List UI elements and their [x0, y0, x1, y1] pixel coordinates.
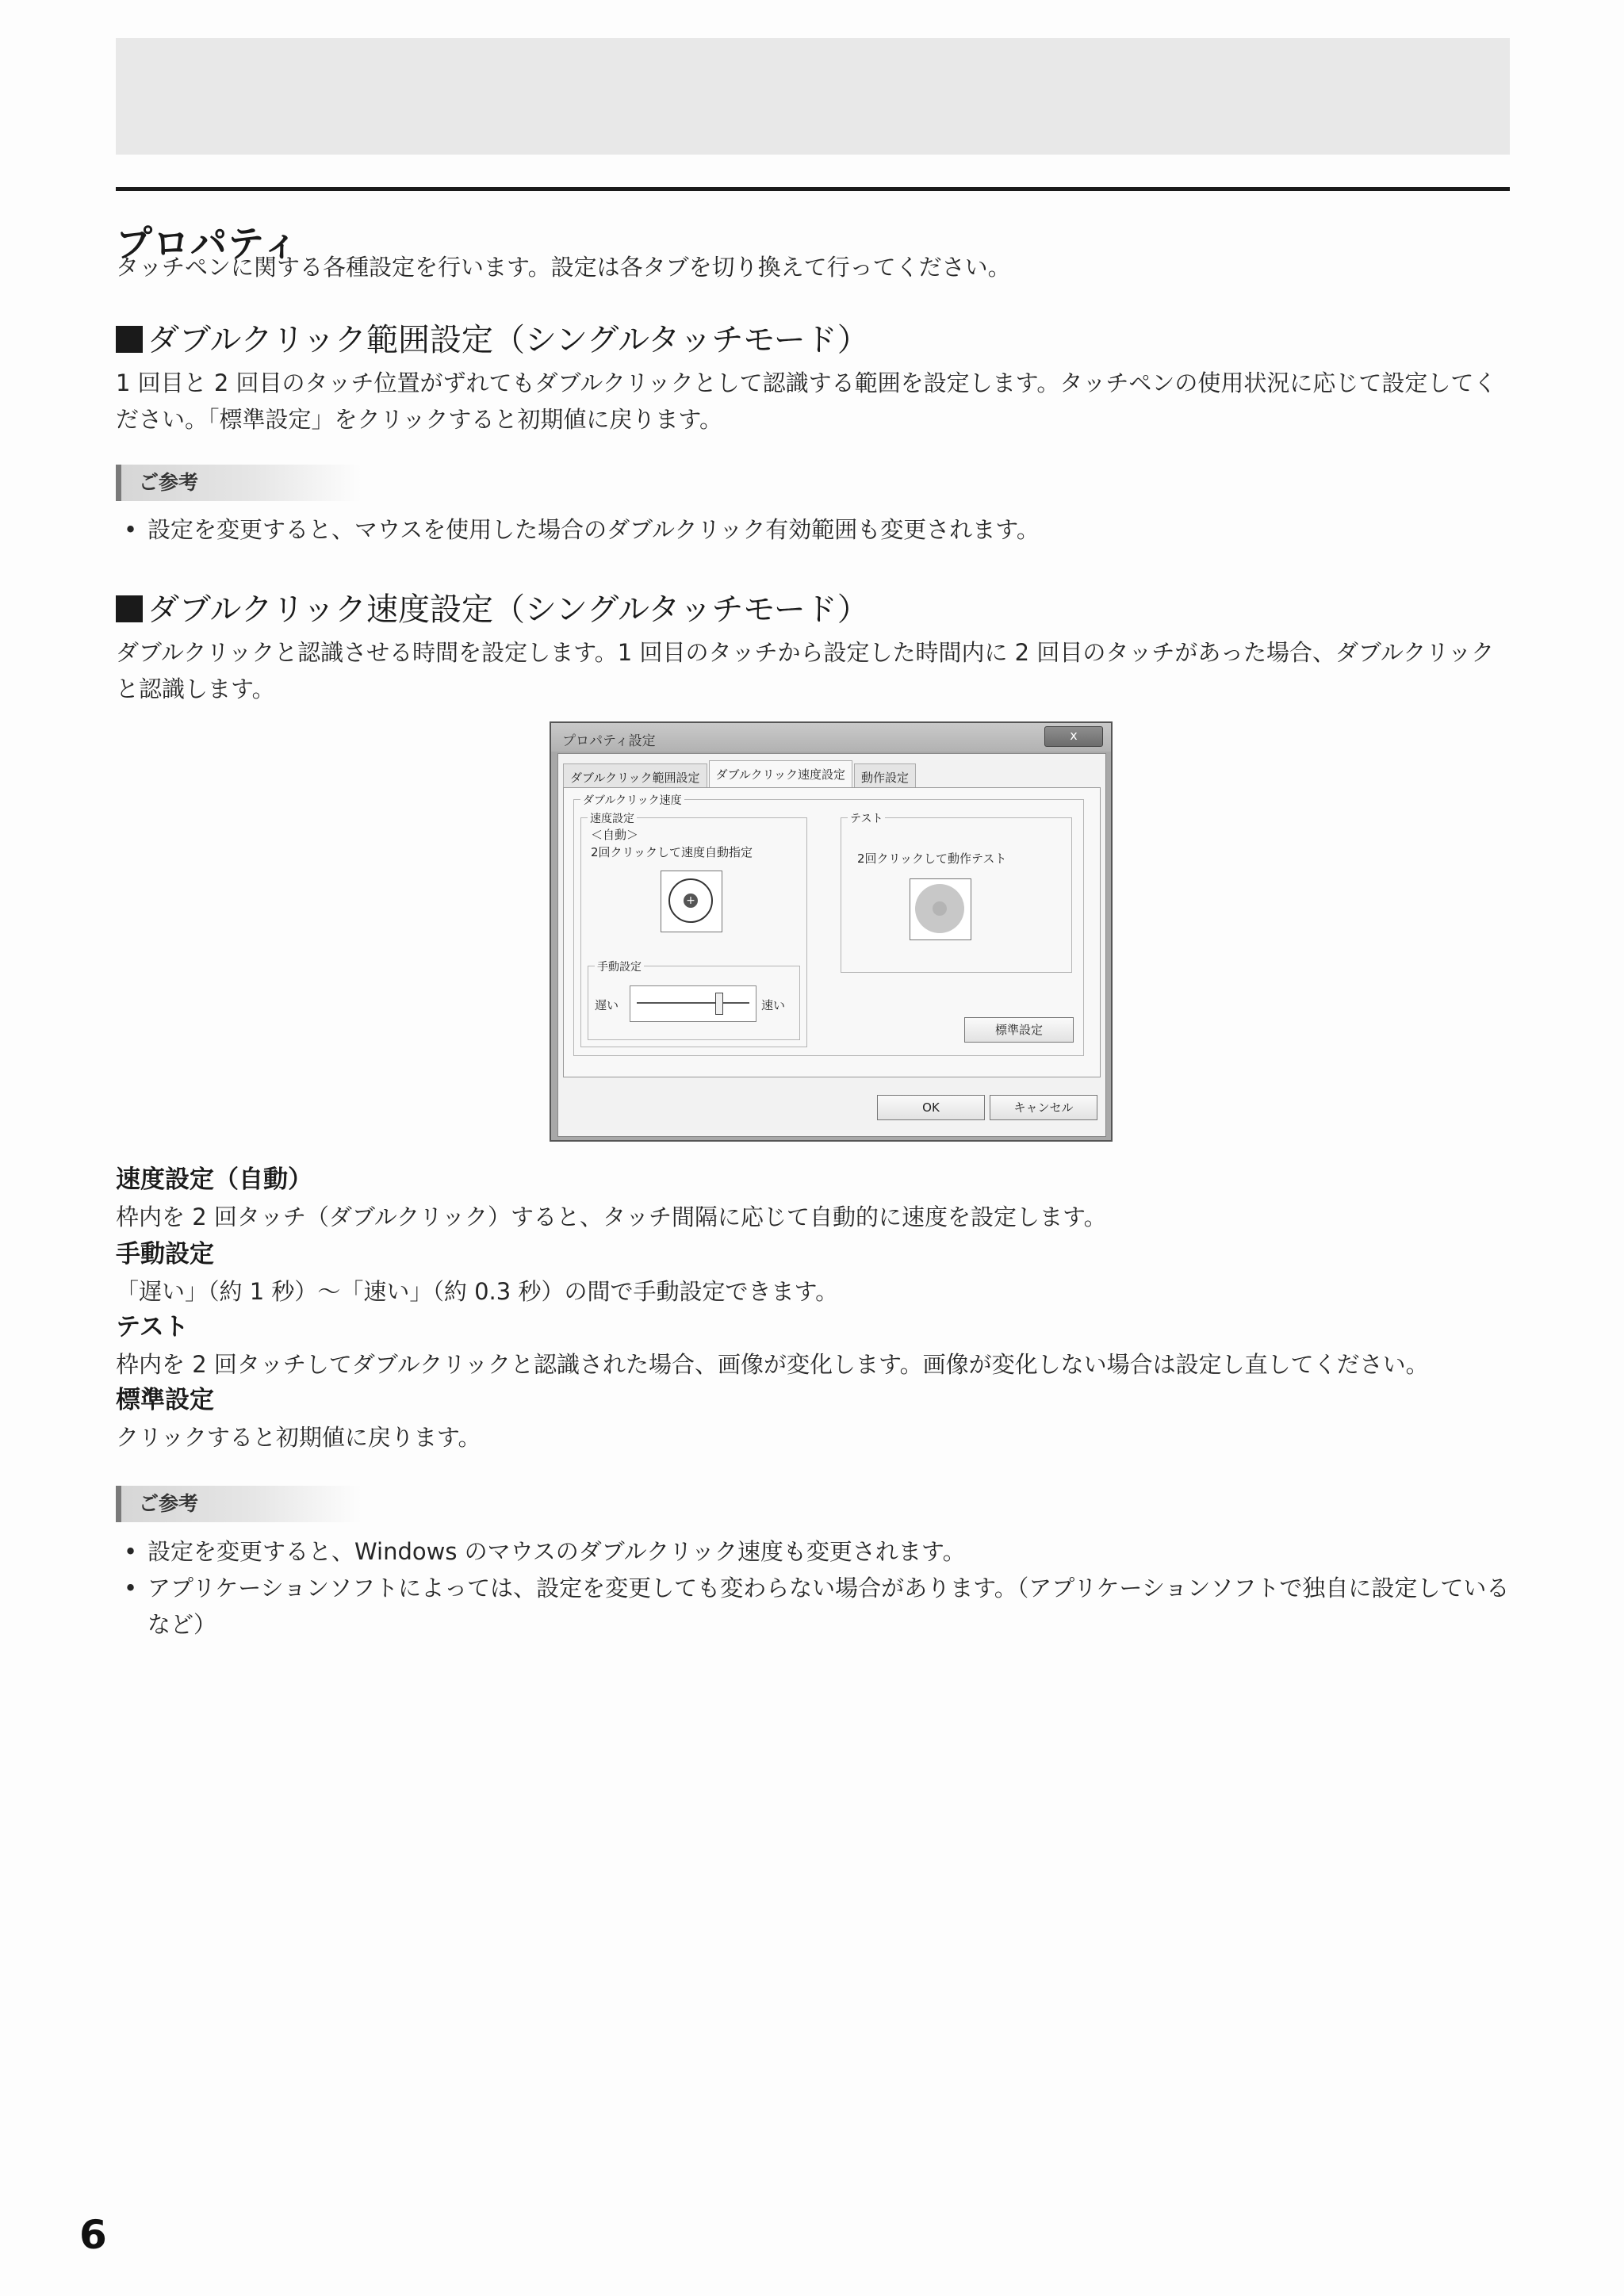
section2-heading-text: ダブルクリック速度設定（シングルタッチモード）	[147, 591, 869, 628]
item-text: 枠内を 2 回タッチしてダブルクリックと認識された場合、画像が変化します。画像が変化しない場合は設定し直してください。	[116, 1351, 1429, 1378]
group-manual-setting	[588, 961, 800, 1040]
section2-notes	[116, 1533, 1511, 1643]
item-text: クリックすると初期値に戻ります。	[116, 1424, 481, 1451]
crosshair-icon: +	[684, 894, 698, 908]
item-text: 枠内を 2 回タッチ（ダブルクリック）すると、タッチ間隔に応じて自動的に速度を設定します。	[116, 1203, 1107, 1230]
slider-track	[637, 1002, 749, 1004]
ok-button[interactable]: OK	[877, 1095, 985, 1120]
group-speed-setting	[580, 813, 807, 1047]
square-bullet-icon	[116, 595, 143, 622]
page-number: 6	[79, 2212, 107, 2258]
page-title: プロパティ	[116, 221, 300, 265]
header-band	[116, 38, 1510, 155]
auto-instruction: 2回クリックして速度自動指定	[591, 845, 753, 859]
group-label: 速度設定	[588, 810, 637, 826]
fast-label: 速い	[761, 998, 786, 1012]
test-circle-icon	[915, 884, 964, 933]
tab-bar	[563, 763, 917, 787]
dialog-title: プロパティ設定	[562, 733, 656, 749]
item-title: テスト	[116, 1313, 189, 1341]
section1-heading-text: ダブルクリック範囲設定（シングルタッチモード）	[147, 322, 869, 358]
test-inner-circle	[933, 901, 947, 916]
group-double-click-speed	[573, 794, 1084, 1056]
close-button[interactable]: x	[1044, 726, 1103, 747]
item-title: 手動設定	[116, 1240, 214, 1269]
list-item: • 設定を変更すると、Windows のマウスのダブルクリック速度も変更されます。	[116, 1533, 1511, 1570]
section2-heading	[116, 590, 869, 629]
auto-speed-target[interactable]	[661, 871, 722, 932]
test-target[interactable]	[910, 878, 971, 940]
section1-notes	[116, 511, 1511, 548]
dialog-titlebar	[551, 723, 1111, 752]
tab-panel	[563, 787, 1101, 1077]
list-item: • 設定を変更すると、マウスを使用した場合のダブルクリック有効範囲も変更されます。	[116, 511, 1511, 548]
section1-body: 1 回目と 2 回目のタッチ位置がずれてもダブルクリックとして認識する範囲を設定します。タッチペンの使用状況に応じて設定してください。「標準設定」をクリックすると初期値に戻ります。	[116, 369, 1497, 433]
test-instruction: 2回クリックして動作テスト	[857, 851, 1007, 866]
section1-heading	[116, 320, 869, 360]
properties-dialog-screenshot	[550, 721, 1113, 1142]
list-item: • アプリケーションソフトによっては、設定を変更しても変わらない場合があります。（アプリケーションソフトで独自に設定しているなど）	[116, 1570, 1511, 1643]
slider-thumb[interactable]	[715, 993, 723, 1015]
note-label: ご参考	[116, 465, 362, 501]
tab-operation-settings[interactable]: 動作設定	[854, 763, 916, 788]
intro-text: タッチペンに関する各種設定を行います。設定は各タブを切り換えて行ってください。	[116, 254, 1011, 281]
item-title: 速度設定（自動）	[116, 1165, 312, 1194]
tab-range-settings[interactable]: ダブルクリック範囲設定	[563, 763, 707, 788]
auto-label: ＜自動＞	[591, 828, 639, 842]
tab-speed-settings[interactable]: ダブルクリック速度設定	[709, 760, 853, 788]
target-icon	[668, 878, 713, 923]
speed-slider[interactable]	[630, 985, 756, 1022]
cancel-button[interactable]: キャンセル	[990, 1095, 1097, 1120]
group-label: 手動設定	[595, 959, 644, 974]
default-settings-button[interactable]: 標準設定	[964, 1017, 1074, 1043]
note-label: ご参考	[116, 1486, 362, 1522]
item-text: 「遅い」（約 1 秒）〜「速い」（約 0.3 秒）の間で手動設定できます。	[116, 1278, 839, 1305]
dialog-client	[557, 753, 1106, 1137]
section2-body: ダブルクリックと認識させる時間を設定します。1 回目のタッチから設定した時間内に 2 回目のタッチがあった場合、ダブルクリックと認識します。	[116, 639, 1495, 702]
item-title: 標準設定	[116, 1386, 214, 1414]
square-bullet-icon	[116, 326, 143, 353]
slow-label: 遅い	[595, 998, 619, 1012]
group-label: テスト	[848, 810, 885, 826]
title-rule	[116, 187, 1510, 191]
group-label: ダブルクリック速度	[580, 792, 684, 808]
group-test	[841, 813, 1072, 973]
